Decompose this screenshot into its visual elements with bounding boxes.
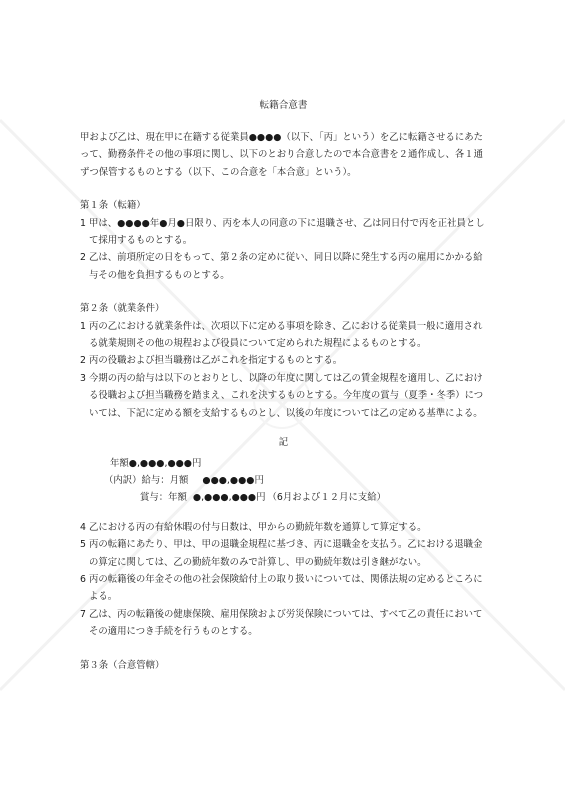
item-number: 5 [80, 539, 86, 551]
item-number: 3 [80, 372, 86, 384]
salary-monthly-amount: ●●●,●●●円 [202, 474, 264, 486]
item-number: 2 [80, 252, 86, 264]
item-text: 丙の乙における就業条件は、次項以下に定める事項を除き、乙における従業員一般に適用される就業規則その他の規程および役員について定められた規程によるものとする。 [89, 320, 483, 350]
salary-annual-amount: ●,●●●,●●●円 [128, 457, 202, 469]
salary-annual-label: 年額 [110, 457, 129, 469]
item-number: 7 [80, 608, 86, 620]
salary-monthly-label: （内訳）給与：月額 [104, 474, 189, 486]
item-text: 乙は、前項所定の日をもって、第２条の定めに従い、同日以降に発生する丙の雇用にかかる給与その他を負担するものとする。 [89, 252, 483, 281]
salary-monthly-row [80, 472, 487, 489]
item-text: 今期の丙の給与は以下のとおりとし、以降の年度に関しては乙の賃金規程を適用し、乙における役職および担当職務を踏まえ、これを決するものとする。今年度の賞与（夏季・冬季）については、下記に定める額を支給するものとし、以後の年度については乙の定める基準による。 [89, 372, 484, 419]
document-title: 転籍合意書 [259, 100, 308, 111]
item-number: 1 [80, 217, 86, 229]
article-2-heading: 第２条（就業条件） [80, 303, 165, 315]
article-1-item [80, 249, 487, 284]
item-number: 2 [80, 355, 86, 367]
ki-heading: 記 [278, 437, 289, 449]
article-2-item [80, 606, 487, 641]
document-body [80, 99, 487, 674]
article-3-heading: 第３条（合意管轄） [80, 659, 165, 671]
item-text: 丙の転籍にあたり、甲は、甲の退職金規程に基づき、丙に退職金を支払う。乙における退職金の算定に関しては、乙の勤続年数のみで計算し、甲の勤続年数は引き継がない。 [89, 539, 483, 568]
preamble: 甲および乙は、現在甲に在籍する従業員●●●●（以下、「丙」という）を乙に転籍させるにあたって、勤務条件その他の事項に関し、以下のとおり合意したので本合意書を２通作成し、各１通ずつ保管するものとする（以下、この合意を「本合意」という）。 [80, 132, 484, 178]
bonus-label: 賞与：年額 [140, 492, 187, 504]
item-number: 6 [80, 573, 86, 585]
item-text: 丙の転籍後の年金その他の社会保険給付上の取り扱いについては、関係法規の定めるところによる。 [89, 573, 483, 603]
salary-annual-row [80, 455, 487, 472]
bonus-row [80, 489, 487, 506]
bonus-amount: ●,●●●,●●●円 [192, 492, 266, 504]
item-number: 4 [80, 521, 86, 533]
item-text: 丙の役職および担当職務は乙がこれを指定するものとする。 [89, 355, 343, 367]
article-1-heading: 第１条（転籍） [80, 200, 146, 212]
article-2-item [80, 352, 487, 369]
article-2-item [80, 370, 487, 422]
item-text: 乙は、丙の転籍後の健康保険、雇用保険および労災保険については、すべて乙の責任においてその適用につき手続を行うものとする。 [89, 608, 483, 638]
item-text: 乙における丙の有給休暇の付与日数は、甲からの勤続年数を通算して算定する。 [89, 521, 427, 533]
item-number: 1 [80, 320, 86, 332]
article-2-item [80, 519, 487, 536]
article-2-item [80, 318, 487, 353]
article-2-item [80, 571, 487, 606]
article-2-item [80, 536, 487, 571]
bonus-note: （6月および１２月に支給） [267, 492, 386, 504]
item-text: 甲は、●●●●年●月●日限り、丙を本人の同意の下に退職させ、乙は同日付で丙を正社員として採用するものとする。 [89, 217, 485, 247]
article-1-item [80, 215, 487, 250]
